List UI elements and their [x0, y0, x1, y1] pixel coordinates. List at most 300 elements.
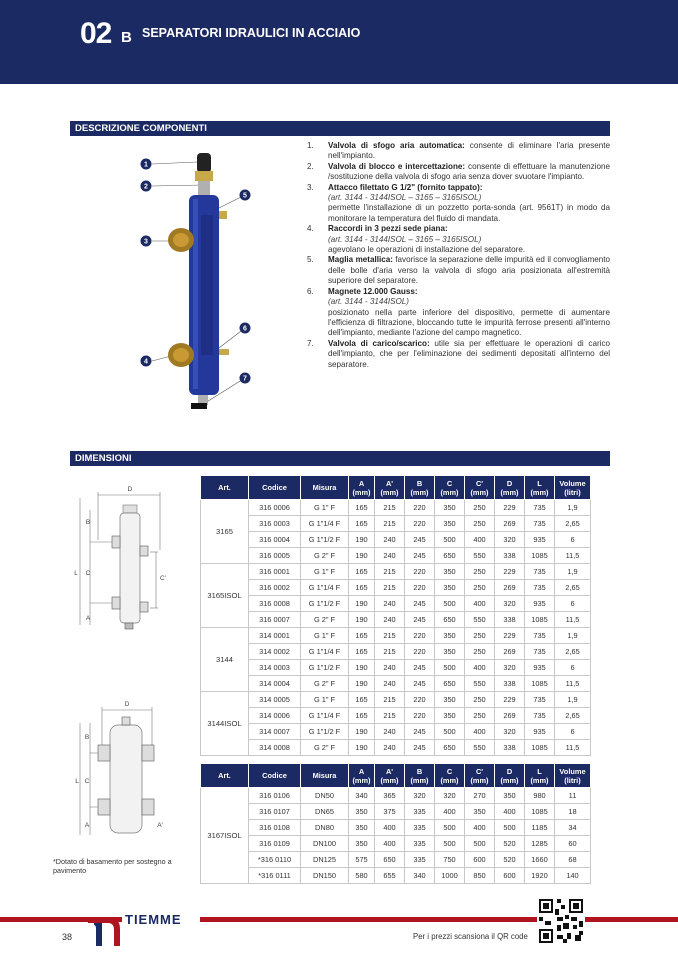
table-cell: 338 [495, 676, 525, 692]
table-cell: 735 [525, 644, 555, 660]
table-row [201, 532, 591, 548]
table-cell: 316 0001 [249, 564, 301, 580]
table-cell: DN150 [301, 868, 349, 884]
table-cell: 350 [435, 516, 465, 532]
dim-label-d: D [127, 486, 133, 493]
table-cell: 935 [525, 596, 555, 612]
table-cell: 269 [495, 644, 525, 660]
table-cell: 500 [435, 820, 465, 836]
dim-label-a-2: A [84, 822, 90, 829]
table-row [201, 820, 591, 836]
page-title: SEPARATORI IDRAULICI IN ACCIAIO [142, 26, 361, 40]
component-number: 6. [307, 286, 314, 296]
dimensions-table-flanged [200, 763, 591, 884]
table-row [201, 612, 591, 628]
table-cell: 245 [405, 740, 435, 756]
column-header: C' (mm) [465, 476, 495, 500]
table-cell: 245 [405, 612, 435, 628]
table-cell: G 1"1/2 F [301, 596, 349, 612]
table-cell: 11,5 [555, 548, 591, 564]
table-cell: G 2" F [301, 740, 349, 756]
table-cell: 240 [375, 676, 405, 692]
table-cell: 314 0006 [249, 708, 301, 724]
table-cell: DN50 [301, 788, 349, 804]
footnote: *Dotato di basamento per sostegno a pavimento [53, 857, 172, 875]
table-cell: G 1"1/2 F [301, 532, 349, 548]
table-row [201, 804, 591, 820]
column-header: D (mm) [495, 764, 525, 788]
table-cell: 400 [465, 724, 495, 740]
table-cell: 68 [555, 852, 591, 868]
component-body [328, 183, 610, 225]
table-cell: 2,65 [555, 516, 591, 532]
component-item [307, 141, 610, 162]
callout-3: 3 [144, 238, 148, 246]
column-header: Misura [301, 764, 349, 788]
table-cell: 316 0008 [249, 596, 301, 612]
table-row [201, 628, 591, 644]
column-header: A (mm) [349, 476, 375, 500]
table-cell: 316 0005 [249, 548, 301, 564]
table-cell: 245 [405, 532, 435, 548]
column-header: L (mm) [525, 476, 555, 500]
component-note: (art. 3144 - 3144ISOL – 3165 – 3165ISOL) [328, 193, 482, 203]
table-cell: 550 [465, 548, 495, 564]
section-title-description: DESCRIZIONE COMPONENTI [70, 121, 610, 136]
table-cell: 400 [465, 820, 495, 836]
table-cell: DN80 [301, 820, 349, 836]
component-item [307, 224, 610, 255]
table-cell: 245 [405, 660, 435, 676]
table-cell: 350 [435, 708, 465, 724]
component-item [307, 255, 610, 286]
table-cell: 215 [375, 500, 405, 516]
table-cell: 316 0003 [249, 516, 301, 532]
table-cell: 1,9 [555, 628, 591, 644]
table-cell: 220 [405, 580, 435, 596]
table-cell: G 1"1/4 F [301, 644, 349, 660]
table-cell: 190 [349, 660, 375, 676]
table-cell: 400 [375, 836, 405, 852]
table-cell: 850 [465, 868, 495, 884]
table-cell: 250 [465, 564, 495, 580]
component-title: Valvola di sfogo aria automatica: [328, 141, 465, 150]
component-body [328, 224, 610, 255]
table-cell: 735 [525, 580, 555, 596]
table-cell: 316 0107 [249, 804, 301, 820]
table-cell: 1,9 [555, 564, 591, 580]
component-text: consente di effettuare la manutenzione /sostituzione della valvola di sfogo aria senza dover svuotare l'impianto. [328, 161, 611, 182]
table-cell: 338 [495, 740, 525, 756]
table-cell: 338 [495, 612, 525, 628]
table-cell: 316 0106 [249, 788, 301, 804]
table-cell: 220 [405, 564, 435, 580]
table-cell: 316 0109 [249, 836, 301, 852]
table-cell: 240 [375, 740, 405, 756]
component-text: utile sia per effettuare le operazioni di carico dell'impianto, che per l'eliminazione dei sedimenti depositati all'interno del separatore. [328, 338, 610, 369]
table-cell: 520 [495, 836, 525, 852]
table-cell: 165 [349, 692, 375, 708]
dim-label-c: C [85, 570, 91, 577]
table-cell: 316 0004 [249, 532, 301, 548]
table-cell: 240 [375, 596, 405, 612]
component-title: Maglia metallica: [328, 255, 393, 265]
column-header: Codice [249, 764, 301, 788]
table-cell: 316 0006 [249, 500, 301, 516]
table-cell: 320 [435, 788, 465, 804]
component-item [307, 339, 610, 370]
table-cell: G 1" F [301, 500, 349, 516]
column-header: Art. [201, 476, 249, 500]
table-cell: 320 [495, 532, 525, 548]
table-cell: 735 [525, 500, 555, 516]
table-cell: 165 [349, 708, 375, 724]
table-cell: 500 [435, 532, 465, 548]
table-cell: 1085 [525, 804, 555, 820]
table-row [201, 644, 591, 660]
table-cell: 935 [525, 660, 555, 676]
component-title: Valvola di blocco e intercettazione: [328, 161, 466, 171]
table-row [201, 692, 591, 708]
table-cell: 215 [375, 516, 405, 532]
table-cell: 750 [435, 852, 465, 868]
table-cell: 350 [349, 804, 375, 820]
table-cell: 220 [405, 500, 435, 516]
table-cell: 11,5 [555, 740, 591, 756]
table-cell: 375 [375, 804, 405, 820]
article-cell: 3167ISOL [201, 788, 249, 884]
table-cell: 500 [495, 820, 525, 836]
column-header: Volume (litri) [555, 764, 591, 788]
table-row [201, 868, 591, 884]
dim-label-l-2: L [75, 778, 79, 785]
table-cell: 220 [405, 644, 435, 660]
table-cell: 650 [435, 612, 465, 628]
component-body [328, 162, 610, 183]
table-cell: G 2" F [301, 676, 349, 692]
table-cell: 500 [435, 660, 465, 676]
dim-label-c-prime: C' [160, 575, 166, 582]
table-cell: 6 [555, 596, 591, 612]
table-cell: 320 [495, 596, 525, 612]
table-cell: 250 [465, 692, 495, 708]
table-cell: 11,5 [555, 676, 591, 692]
table-cell: 250 [465, 644, 495, 660]
table-row [201, 788, 591, 804]
table-cell: 240 [375, 724, 405, 740]
table-cell: 935 [525, 724, 555, 740]
table-cell: G 1" F [301, 564, 349, 580]
table-cell: 215 [375, 564, 405, 580]
callout-4: 4 [144, 358, 148, 366]
component-number: 2. [307, 161, 314, 171]
table-cell: 140 [555, 868, 591, 884]
separator-product-image [135, 145, 265, 420]
column-header: B (mm) [405, 764, 435, 788]
component-number: 5. [307, 255, 314, 265]
component-text: permette l'installazione di un pozzetto porta-sonda (art. 9561T) in modo da monitorare la temperatura del fluido di mandata. [328, 203, 610, 223]
component-text: consente di eliminare l'aria presente nell'impianto. [328, 141, 610, 161]
table-cell: *316 0110 [249, 852, 301, 868]
table-cell: 735 [525, 516, 555, 532]
table-cell: 220 [405, 628, 435, 644]
table-cell: 350 [435, 644, 465, 660]
table-cell: 250 [465, 628, 495, 644]
table-cell: 215 [375, 708, 405, 724]
table-header-row [201, 764, 591, 788]
table-cell: 650 [435, 740, 465, 756]
table-cell: 270 [465, 788, 495, 804]
table-cell: 350 [435, 580, 465, 596]
table-row [201, 500, 591, 516]
component-note: (art. 3144 - 3144ISOL) [328, 297, 409, 307]
table-cell: 400 [375, 820, 405, 836]
table-row [201, 516, 591, 532]
table-cell: 240 [375, 532, 405, 548]
column-header: C (mm) [435, 476, 465, 500]
table-cell: 365 [375, 788, 405, 804]
table-cell: 340 [405, 868, 435, 884]
table-cell: 350 [435, 692, 465, 708]
table-cell: 655 [375, 868, 405, 884]
table-cell: G 1" F [301, 628, 349, 644]
table-cell: 400 [465, 596, 495, 612]
table-cell: 269 [495, 708, 525, 724]
table-cell: 314 0003 [249, 660, 301, 676]
table-cell: 500 [435, 724, 465, 740]
table-cell: 314 0004 [249, 676, 301, 692]
table-cell: 1,9 [555, 500, 591, 516]
table-cell: 1660 [525, 852, 555, 868]
dim-label-c-2: C [84, 778, 90, 785]
table-cell: 1285 [525, 836, 555, 852]
table-cell: 245 [405, 676, 435, 692]
column-header: Volume (litri) [555, 476, 591, 500]
table-cell: 1085 [525, 548, 555, 564]
dim-label-b-2: B [84, 734, 90, 741]
table-cell: 735 [525, 692, 555, 708]
table-row [201, 596, 591, 612]
table-cell: 165 [349, 564, 375, 580]
table-cell: 520 [495, 852, 525, 868]
table-cell: 500 [435, 836, 465, 852]
table-cell: 245 [405, 724, 435, 740]
technical-drawing-threaded [68, 480, 183, 640]
table-cell: 335 [405, 804, 435, 820]
table-row [201, 548, 591, 564]
table-cell: 245 [405, 548, 435, 564]
table-cell: G 2" F [301, 612, 349, 628]
table-cell: 190 [349, 740, 375, 756]
table-cell: 650 [435, 676, 465, 692]
table-cell: 335 [405, 836, 435, 852]
table-cell: 400 [435, 804, 465, 820]
column-header: C (mm) [435, 764, 465, 788]
table-cell: 215 [375, 692, 405, 708]
table-cell: 2,65 [555, 580, 591, 596]
table-cell: 400 [465, 660, 495, 676]
table-cell: 1000 [435, 868, 465, 884]
chapter-letter: B [121, 29, 132, 46]
component-number: 1. [307, 141, 314, 150]
table-cell: 165 [349, 628, 375, 644]
table-cell: 11,5 [555, 612, 591, 628]
component-title: Attacco filettato G 1/2" (fornito tappato): [328, 182, 483, 192]
table-cell: 650 [435, 548, 465, 564]
component-text: agevolano le operazioni di installazione del separatore. [328, 245, 526, 255]
table-cell: 250 [465, 516, 495, 532]
table-cell: 600 [495, 868, 525, 884]
table-cell: 650 [375, 852, 405, 868]
table-cell: 350 [435, 628, 465, 644]
table-cell: 2,65 [555, 708, 591, 724]
table-cell: 500 [465, 836, 495, 852]
table-cell: 1085 [525, 676, 555, 692]
table-cell: 575 [349, 852, 375, 868]
table-cell: 350 [465, 804, 495, 820]
table-cell: 600 [465, 852, 495, 868]
table-cell: 2,65 [555, 644, 591, 660]
article-cell: 3144 [201, 628, 249, 692]
table-cell: 165 [349, 644, 375, 660]
table-cell: 240 [375, 660, 405, 676]
table-cell: 735 [525, 628, 555, 644]
table-cell: 34 [555, 820, 591, 836]
table-cell: 314 0008 [249, 740, 301, 756]
table-cell: 240 [375, 612, 405, 628]
table-cell: DN125 [301, 852, 349, 868]
table-cell: 980 [525, 788, 555, 804]
table-cell: 338 [495, 548, 525, 564]
table-cell: G 1"1/4 F [301, 708, 349, 724]
dim-label-d-2: D [124, 701, 130, 708]
table-cell: 18 [555, 804, 591, 820]
component-item [307, 162, 610, 183]
dim-label-a-prime-2: A' [157, 822, 163, 829]
table-cell: 165 [349, 516, 375, 532]
table-cell: 350 [349, 836, 375, 852]
chapter-number: 02 [80, 17, 112, 50]
table-cell: 550 [465, 676, 495, 692]
table-cell: 220 [405, 692, 435, 708]
table-cell: 229 [495, 564, 525, 580]
table-cell: 190 [349, 548, 375, 564]
table-cell: 250 [465, 708, 495, 724]
column-header: D (mm) [495, 476, 525, 500]
column-header: C' (mm) [465, 764, 495, 788]
table-cell: 220 [405, 516, 435, 532]
technical-drawing-flanged [72, 695, 182, 845]
section-title-dimensions: DIMENSIONI [70, 451, 610, 466]
table-cell: 316 0002 [249, 580, 301, 596]
table-cell: 240 [375, 548, 405, 564]
table-cell: G 1"1/2 F [301, 724, 349, 740]
table-cell: 250 [465, 500, 495, 516]
component-item [307, 287, 610, 339]
table-cell: 314 0005 [249, 692, 301, 708]
table-cell: 250 [465, 580, 495, 596]
table-cell: 935 [525, 532, 555, 548]
table-row [201, 660, 591, 676]
table-header-row [201, 476, 591, 500]
table-cell: 335 [405, 852, 435, 868]
table-cell: 229 [495, 500, 525, 516]
table-cell: 340 [349, 788, 375, 804]
dimensions-table-threaded [200, 475, 591, 756]
table-row [201, 564, 591, 580]
qr-code-icon[interactable] [537, 897, 585, 945]
table-cell: 314 0002 [249, 644, 301, 660]
table-row [201, 676, 591, 692]
table-cell: 165 [349, 580, 375, 596]
table-cell: 190 [349, 532, 375, 548]
component-title: Magnete 12.000 Gauss: [328, 286, 418, 296]
component-item [307, 183, 610, 225]
table-cell: 500 [435, 596, 465, 612]
table-cell: G 1"1/4 F [301, 516, 349, 532]
callout-6: 6 [243, 325, 247, 333]
table-cell: 316 0108 [249, 820, 301, 836]
table-cell: 1085 [525, 612, 555, 628]
dim-label-b: B [85, 519, 91, 526]
dim-label-l: L [74, 570, 78, 577]
column-header: Art. [201, 764, 249, 788]
table-cell: G 1"1/4 F [301, 580, 349, 596]
table-cell: 550 [465, 612, 495, 628]
table-cell: 350 [435, 564, 465, 580]
table-cell: 320 [495, 724, 525, 740]
component-text: posizionato nella parte inferiore del dispositivo, permette di aumentare l'efficienza di filtrazione, bloccando tutte le impurità ferrose presenti all'interno dell'impianto, mediante l'azione del campo magnetico. [328, 307, 610, 338]
brand-name: TIEMME [125, 912, 182, 927]
article-cell: 3144ISOL [201, 692, 249, 756]
article-cell: 3165 [201, 500, 249, 564]
table-cell: 320 [495, 660, 525, 676]
callout-2: 2 [144, 183, 148, 191]
component-note: (art. 3144 - 3144ISOL – 3165 – 3165ISOL) [328, 234, 482, 244]
table-cell: 215 [375, 628, 405, 644]
table-cell: 735 [525, 708, 555, 724]
table-cell: DN100 [301, 836, 349, 852]
table-cell: 60 [555, 836, 591, 852]
table-cell: 314 0007 [249, 724, 301, 740]
table-cell: *316 0111 [249, 868, 301, 884]
table-cell: G 1" F [301, 692, 349, 708]
component-body [328, 255, 610, 286]
table-cell: 1185 [525, 820, 555, 836]
table-cell: 215 [375, 644, 405, 660]
table-cell: 269 [495, 580, 525, 596]
table-cell: 400 [495, 804, 525, 820]
component-title: Raccordi in 3 pezzi sede piana: [328, 224, 448, 234]
article-cell: 3165ISOL [201, 564, 249, 628]
table-cell: 550 [465, 740, 495, 756]
column-header: L (mm) [525, 764, 555, 788]
table-cell: 400 [465, 532, 495, 548]
table-cell: 165 [349, 500, 375, 516]
component-description-list [307, 141, 610, 370]
component-text: favorisce la separazione delle impurità ed il convogliamento delle bolle d'aria verso la valvola di sfogo aria posizionata all'estremità superiore del separatore. [328, 255, 610, 286]
component-number: 7. [307, 338, 314, 348]
table-cell: 314 0001 [249, 628, 301, 644]
column-header: Misura [301, 476, 349, 500]
table-row [201, 580, 591, 596]
callout-7: 7 [243, 375, 247, 383]
table-cell: 245 [405, 596, 435, 612]
column-header: A' (mm) [375, 764, 405, 788]
component-body [328, 141, 610, 162]
component-number: 4. [307, 224, 314, 234]
table-cell: 1085 [525, 740, 555, 756]
